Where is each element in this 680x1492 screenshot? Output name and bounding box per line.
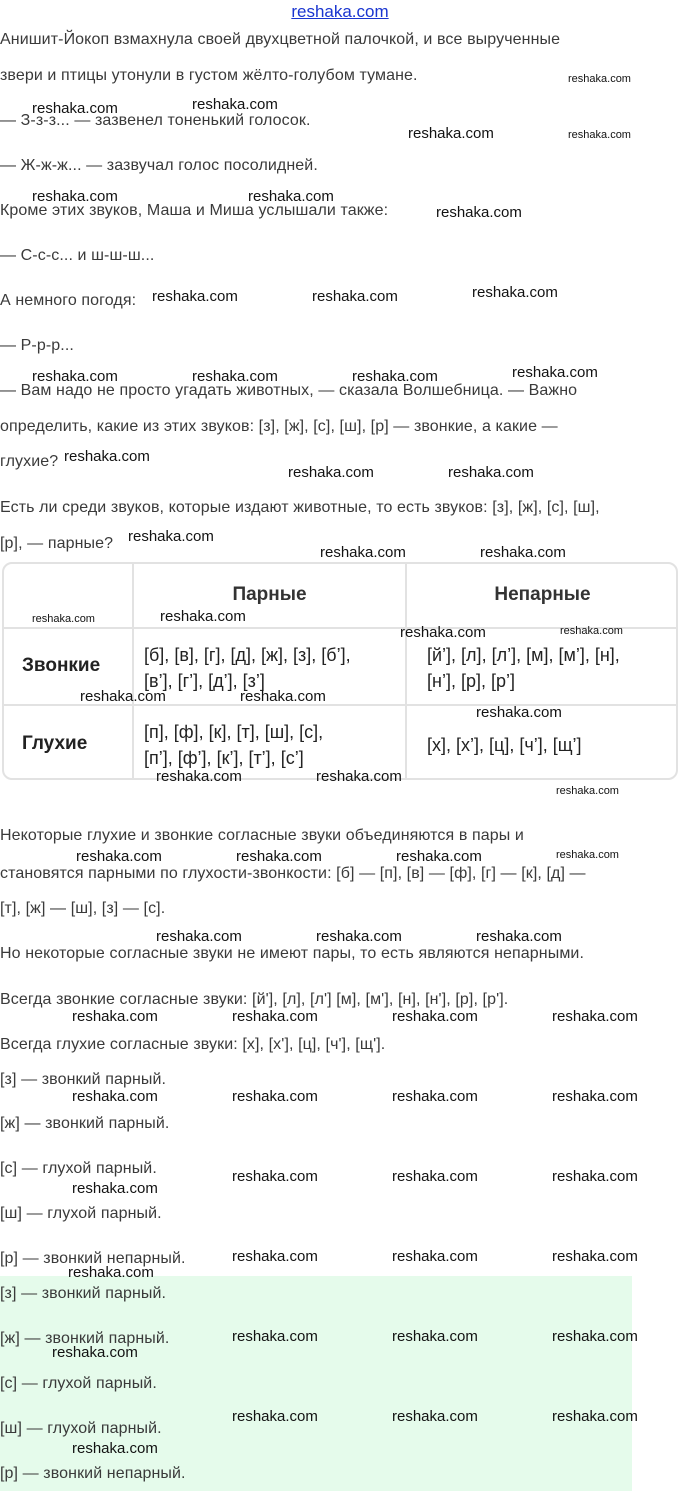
voiced-unpaired-cell — [427, 642, 677, 694]
watermark: reshaka.com — [312, 288, 398, 305]
watermark: reshaka.com — [32, 188, 118, 205]
watermark: reshaka.com — [232, 1408, 318, 1425]
watermark: reshaka.com — [68, 1264, 154, 1281]
watermark: reshaka.com — [316, 768, 402, 785]
watermark: reshaka.com — [32, 100, 118, 117]
watermark: reshaka.com — [232, 1328, 318, 1345]
watermark: reshaka.com — [436, 204, 522, 221]
watermark: reshaka.com — [560, 625, 623, 637]
watermark: reshaka.com — [392, 1248, 478, 1265]
watermark: reshaka.com — [552, 1088, 638, 1105]
story-line: — С-с-с... и ш-ш-ш... — [0, 247, 155, 264]
watermark: reshaka.com — [52, 1344, 138, 1361]
watermark: reshaka.com — [192, 368, 278, 385]
cell-line: [й’], [л], [л’], [м], [м’], [н], — [427, 645, 620, 665]
watermark: reshaka.com — [396, 848, 482, 865]
table-header-paired: Парные — [232, 584, 307, 605]
watermark: reshaka.com — [192, 96, 278, 113]
watermark: reshaka.com — [476, 928, 562, 945]
watermark: reshaka.com — [72, 1008, 158, 1025]
watermark: reshaka.com — [392, 1088, 478, 1105]
watermark: reshaka.com — [72, 1440, 158, 1457]
story-line: А немного погодя: — [0, 292, 137, 309]
explanation-line: [с] — глухой парный. — [0, 1160, 157, 1177]
answer-line: [р] — звонкий непарный. — [0, 1465, 186, 1482]
answer-line: [ж] — звонкий парный. — [0, 1330, 170, 1347]
watermark: reshaka.com — [232, 1168, 318, 1185]
watermark: reshaka.com — [320, 544, 406, 561]
watermark: reshaka.com — [552, 1008, 638, 1025]
story-line: — З-з-з... — зазвенел тоненький голосок. — [0, 112, 311, 129]
watermark: reshaka.com — [472, 284, 558, 301]
watermark: reshaka.com — [352, 368, 438, 385]
story-line: звери и птицы утонули в густом жёлто-голубом тумане. — [0, 67, 418, 84]
watermark: reshaka.com — [480, 544, 566, 561]
story-line: Анишит-Йокоп взмахнула своей двухцветной палочкой, и все вырученные — [0, 31, 561, 48]
watermark: reshaka.com — [392, 1168, 478, 1185]
cell-line: [х], [х’], [ц], [ч’], [щ’] — [427, 735, 582, 755]
watermark: reshaka.com — [552, 1248, 638, 1265]
watermark: reshaka.com — [556, 849, 619, 861]
watermark: reshaka.com — [552, 1168, 638, 1185]
explanation-line: [ж] — звонкий парный. — [0, 1115, 170, 1132]
watermark: reshaka.com — [64, 448, 150, 465]
watermark: reshaka.com — [156, 928, 242, 945]
site-title-link[interactable]: reshaka.com — [291, 2, 389, 21]
explanation-line: Всегда глухие согласные звуки: [х], [х'], [ц], [ч'], [щ']. — [0, 1036, 386, 1053]
watermark: reshaka.com — [72, 1180, 158, 1197]
cell-line: [в’], [г’], [д’], [з’] — [144, 671, 265, 691]
watermark: reshaka.com — [568, 129, 631, 141]
explanation-line: Но некоторые согласные звуки не имеют пары, то есть являются непарными. — [0, 945, 584, 962]
watermark: reshaka.com — [316, 928, 402, 945]
story-line: Кроме этих звуков, Маша и Миша услышали также: — [0, 202, 389, 219]
consonant-table — [2, 562, 678, 780]
answer-line: [с] — глухой парный. — [0, 1375, 157, 1392]
watermark: reshaka.com — [392, 1408, 478, 1425]
row-label-voiced: Звонкие — [22, 655, 101, 676]
voiced-paired-cell — [144, 642, 404, 694]
watermark: reshaka.com — [32, 613, 95, 625]
watermark: reshaka.com — [392, 1328, 478, 1345]
story-line: определить, какие из этих звуков: [з], [ж], [с], [ш], [р] — звонкие, а какие — — [0, 418, 558, 435]
watermark: reshaka.com — [240, 688, 326, 705]
cell-line: [н’], [р], [р’] — [427, 671, 515, 691]
watermark: reshaka.com — [568, 73, 631, 85]
watermark: reshaka.com — [232, 1008, 318, 1025]
explanation-line: Некоторые глухие и звонкие согласные звуки объединяются в пары и — [0, 827, 524, 844]
explanation-line: становятся парными по глухости-звонкости: [б] — [п], [в] — [ф], [г] — [к], [д] — — [0, 865, 586, 882]
watermark: reshaka.com — [512, 364, 598, 381]
story-line: — Р-р-р... — [0, 337, 74, 354]
voiceless-unpaired-cell — [427, 732, 677, 758]
explanation-line: [т], [ж] — [ш], [з] — [с]. — [0, 900, 166, 917]
explanation-line: [з] — звонкий парный. — [0, 1071, 167, 1088]
row-label-voiceless: Глухие — [22, 733, 88, 754]
watermark: reshaka.com — [128, 528, 214, 545]
story-line: Есть ли среди звуков, которые издают животные, то есть звуков: [з], [ж], [с], [ш], — [0, 499, 600, 516]
cell-line: [п], [ф], [к], [т], [ш], [с], — [144, 722, 324, 742]
story-line: — Ж-ж-ж... — зазвучал голос посолидней. — [0, 157, 318, 174]
watermark: reshaka.com — [288, 464, 374, 481]
watermark: reshaka.com — [476, 704, 562, 721]
story-line: — Вам надо не просто угадать животных, — сказала Волшебница. — Важно — [0, 382, 578, 399]
watermark: reshaka.com — [392, 1008, 478, 1025]
watermark: reshaka.com — [448, 464, 534, 481]
watermark: reshaka.com — [72, 1088, 158, 1105]
watermark: reshaka.com — [32, 368, 118, 385]
watermark: reshaka.com — [556, 785, 619, 797]
watermark: reshaka.com — [552, 1328, 638, 1345]
table-header-unpaired: Непарные — [494, 584, 591, 605]
answer-line: [з] — звонкий парный. — [0, 1285, 167, 1302]
explanation-line: [р] — звонкий непарный. — [0, 1250, 186, 1267]
cell-line: [б], [в], [г], [д], [ж], [з], [б’], — [144, 645, 351, 665]
watermark: reshaka.com — [80, 688, 166, 705]
watermark: reshaka.com — [232, 1248, 318, 1265]
watermark: reshaka.com — [248, 188, 334, 205]
watermark: reshaka.com — [236, 848, 322, 865]
answer-line: [ш] — глухой парный. — [0, 1420, 162, 1437]
watermark: reshaka.com — [160, 608, 246, 625]
watermark: reshaka.com — [152, 288, 238, 305]
watermark: reshaka.com — [552, 1408, 638, 1425]
watermark: reshaka.com — [156, 768, 242, 785]
story-line: глухие? — [0, 453, 59, 470]
voiceless-paired-cell — [144, 719, 404, 771]
watermark: reshaka.com — [76, 848, 162, 865]
explanation-line: Всегда звонкие согласные звуки: [й'], [л], [л'] [м], [м'], [н], [н'], [р], [р']. — [0, 991, 509, 1008]
watermark: reshaka.com — [232, 1088, 318, 1105]
story-line: [р], — парные? — [0, 535, 114, 552]
watermark: reshaka.com — [400, 624, 486, 641]
explanation-line: [ш] — глухой парный. — [0, 1205, 162, 1222]
cell-line: [п’], [ф’], [к’], [т’], [с’] — [144, 748, 304, 768]
watermark: reshaka.com — [408, 125, 494, 142]
